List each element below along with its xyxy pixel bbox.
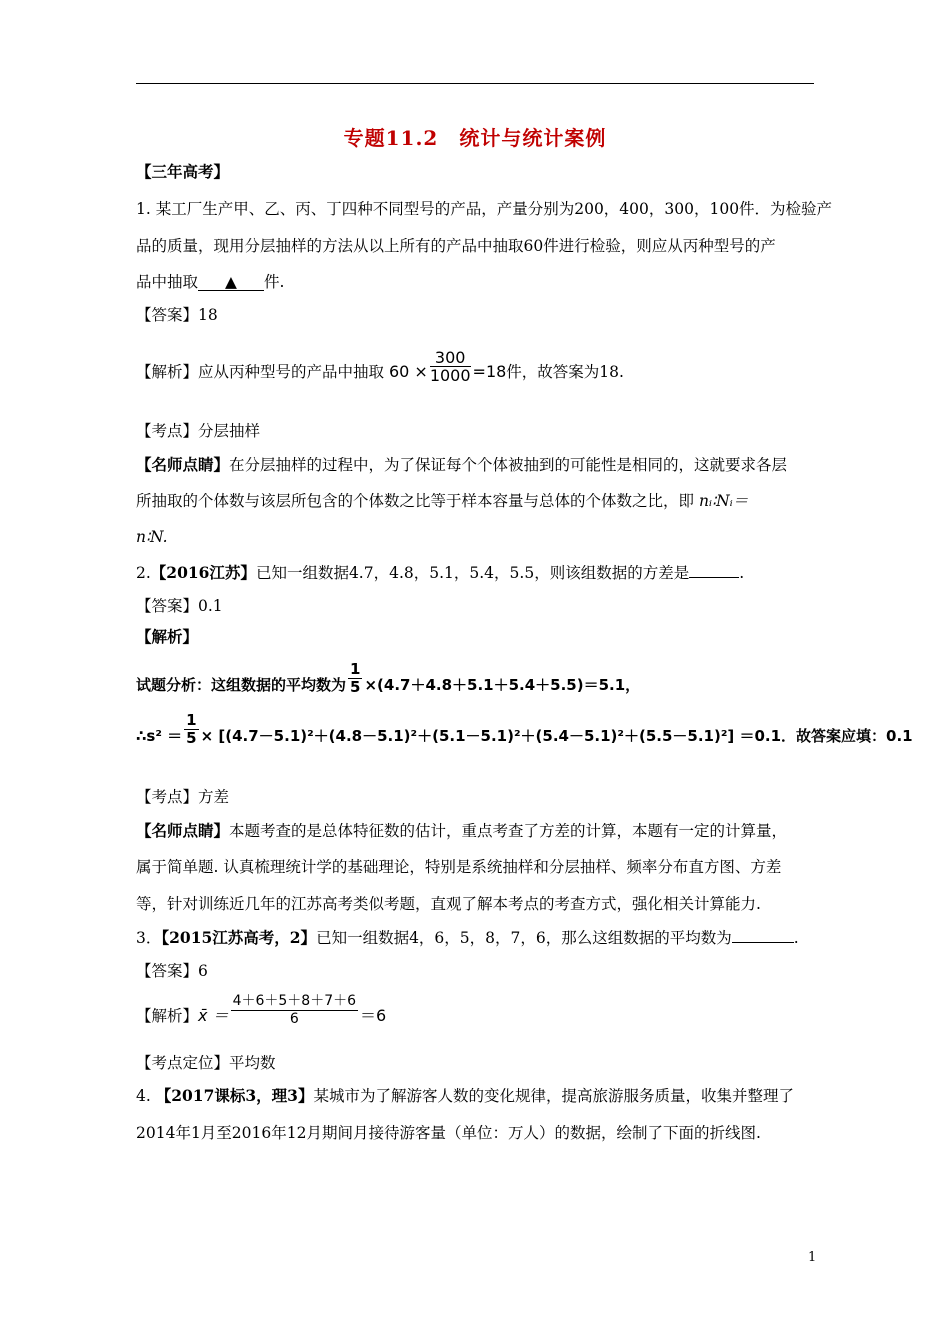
q2-end: . bbox=[739, 564, 745, 582]
q4-num: 4. bbox=[136, 1087, 151, 1105]
q1-line-3-tail: 件. bbox=[264, 273, 285, 291]
q3-num: 3． bbox=[136, 929, 162, 947]
q2-answer: 【答案】0.1 bbox=[136, 597, 223, 615]
q3-fraction bbox=[231, 993, 358, 1028]
q2-calc-2-pre: ∴s² ＝ bbox=[136, 727, 183, 745]
q3-answer: 【答案】6 bbox=[136, 962, 208, 980]
q2-num: 2. bbox=[136, 564, 151, 582]
q1-tip-2-math: nᵢ∶Nᵢ＝ bbox=[698, 492, 749, 510]
q3-text: 已知一组数据4，6，5，8，7，6，那么这组数据的平均数为 bbox=[316, 929, 732, 947]
q2-tip-2: 属于简单题. 认真梳理统计学的基础理论，特别是系统抽样和分层抽样、频率分布直方图、方差 bbox=[136, 858, 782, 876]
q2-calc-2-frac-num: 1 bbox=[186, 711, 197, 729]
q2-analysis: 【解析】 bbox=[136, 627, 199, 646]
q4-tag: 【2017课标3，理3】 bbox=[155, 1086, 314, 1105]
q2-tip-1-text: 本题考查的是总体特征数的估计，重点考查了方差的计算，本题有一定的计算量， bbox=[229, 822, 788, 840]
q3-frac-den: 6 bbox=[289, 1010, 299, 1027]
q3-kaodian: 【考点定位】平均数 bbox=[136, 1054, 276, 1072]
q4-line-2: 2014年1月至2016年12月期间月接待游客量（单位：万人）的数据，绘制了下面的折线图. bbox=[136, 1124, 761, 1142]
q3-analysis-label: 【解析】 bbox=[136, 1007, 199, 1025]
q3-post: ＝6 bbox=[360, 1006, 387, 1025]
header-rule bbox=[136, 83, 814, 84]
q1-tip-label: 【名师点睛】 bbox=[136, 455, 230, 474]
q2-calc-1 bbox=[136, 660, 641, 696]
page-title: 专题11.2 统计与统计案例 bbox=[343, 126, 607, 150]
q3-xbar: x̄ ＝ bbox=[198, 1006, 229, 1025]
q3-tag: 【2015江苏高考，2】 bbox=[161, 928, 317, 947]
q2-kaodian: 【考点】方差 bbox=[136, 788, 230, 806]
q3-line-1 bbox=[136, 928, 799, 948]
q2-tip-label: 【名师点睛】 bbox=[136, 821, 230, 840]
q2-tag: 【2016江苏】 bbox=[150, 563, 256, 582]
q1-fraction bbox=[430, 349, 471, 384]
q4-line-1 bbox=[136, 1086, 794, 1106]
q1-tip-2-text: 所抽取的个体数与该层所包含的个体数之比等于样本容量与总体的个体数之比，即 bbox=[136, 492, 695, 510]
q1-line-3 bbox=[136, 272, 284, 292]
q2-calc-2-frac-den: 5 bbox=[186, 729, 197, 747]
q1-tip-1 bbox=[136, 455, 787, 475]
q2-text: 已知一组数据4.7，4.8，5.1，5.4，5.5，则该组数据的方差是 bbox=[255, 564, 690, 582]
q3-end: . bbox=[793, 929, 799, 947]
q1-line-2: 品的质量，现用分层抽样的方法从以上所有的产品中抽取60件进行检验，则应从丙种型号的产 bbox=[136, 237, 776, 255]
q2-tip-1 bbox=[136, 821, 787, 841]
q2-calc-1-frac-den: 5 bbox=[350, 678, 361, 696]
q2-calc-1-pre: 试题分析：这组数据的平均数为 bbox=[136, 676, 347, 694]
q2-calc-2 bbox=[136, 711, 913, 747]
q1-analysis-label: 【解析】应从丙种型号的产品中抽取 bbox=[136, 363, 385, 381]
q1-calc-post: =18 bbox=[472, 362, 507, 381]
q3-blank bbox=[732, 942, 794, 943]
q1-tip-1-text: 在分层抽样的过程中，为了保证每个个体被抽到的可能性是相同的，这就要求各层 bbox=[229, 456, 788, 474]
q2-blank bbox=[689, 577, 739, 578]
q1-analysis bbox=[136, 347, 624, 385]
answer-blank: ▲ bbox=[198, 274, 264, 291]
q1-kaodian: 【考点】分层抽样 bbox=[136, 422, 261, 440]
q3-frac-num: 4＋6＋5＋8＋7＋6 bbox=[232, 992, 357, 1009]
q2-tip-3: 等，针对训练近几年的江苏高考类似考题，直观了解本考点的考查方式，强化相关计算能力. bbox=[136, 895, 761, 913]
q1-line-3-text: 品中抽取 bbox=[136, 273, 199, 291]
q1-line-1: 1. 某工厂生产甲、乙、丙、丁四种不同型号的产品，产量分别为200，400，300，100件．为检验产 bbox=[136, 200, 833, 218]
q1-tip-3: n∶N. bbox=[136, 528, 168, 546]
q1-calc-pre: 60 × bbox=[388, 362, 428, 381]
q1-frac-den: 1000 bbox=[429, 365, 471, 385]
q1-answer: 【答案】18 bbox=[136, 306, 218, 324]
q2-calc-1-fraction bbox=[348, 661, 362, 696]
q2-calc-1-frac-num: 1 bbox=[350, 660, 361, 678]
q2-line-1 bbox=[136, 563, 744, 583]
q2-calc-1-post: ×(4.7＋4.8＋5.1＋5.4＋5.5)＝5.1， bbox=[364, 676, 641, 694]
q1-analysis-tail: 件，故答案为18. bbox=[506, 363, 624, 381]
q2-calc-2-fraction bbox=[184, 712, 198, 747]
page-number: 1 bbox=[808, 1250, 817, 1265]
q3-analysis bbox=[136, 992, 387, 1028]
q1-tip-2 bbox=[136, 491, 748, 511]
q2-calc-2-mid: × [(4.7－5.1)²＋(4.8－5.1)²＋(5.1－5.1)²＋(5.4－5.1)²＋(5.5－5.1)²] ＝0.1．故答案应填：0.1 bbox=[200, 727, 913, 745]
q4-text: 某城市为了解游客人数的变化规律，提高旅游服务质量，收集并整理了 bbox=[313, 1087, 794, 1105]
section-heading: 【三年高考】 bbox=[136, 162, 230, 181]
q1-frac-num: 300 bbox=[430, 349, 471, 367]
